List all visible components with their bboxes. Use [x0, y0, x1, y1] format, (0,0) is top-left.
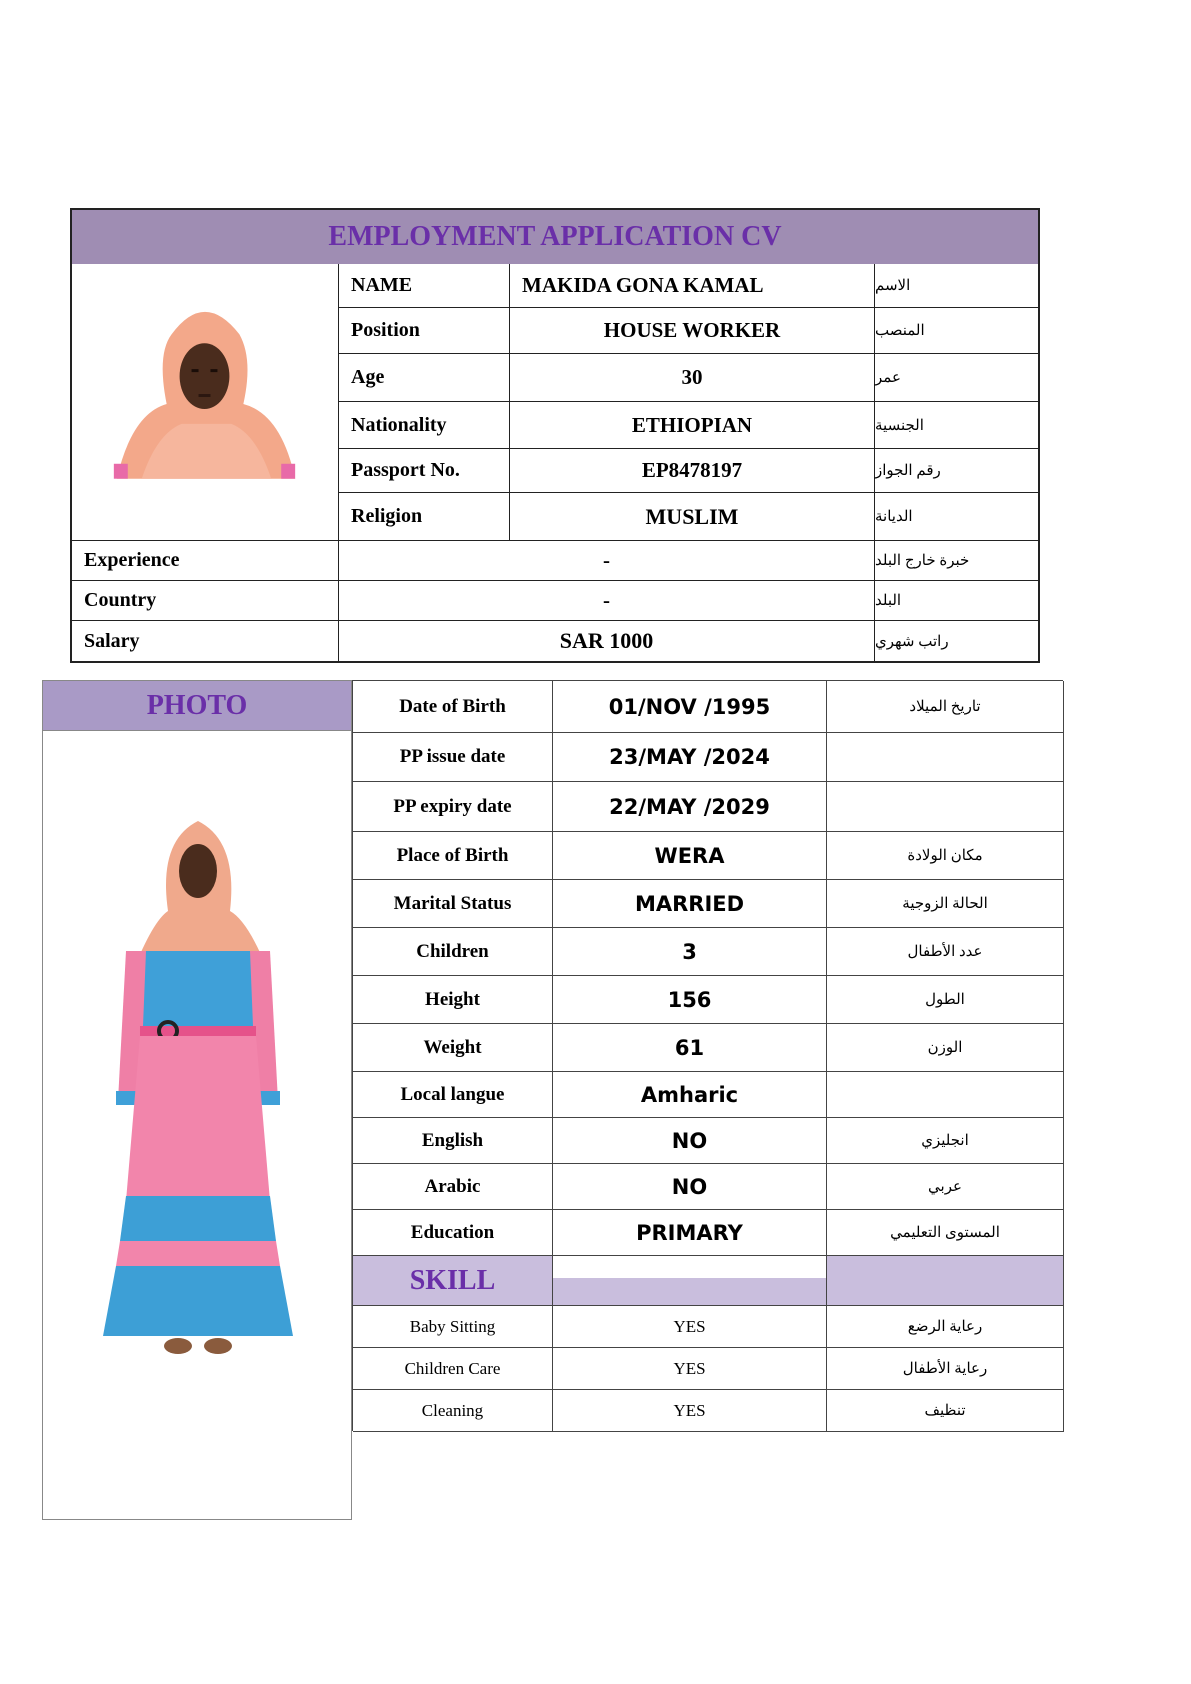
arabic-weight: الوزن	[827, 1024, 1064, 1072]
label-education: Education	[353, 1210, 553, 1256]
value-experience: -	[339, 541, 875, 581]
value-dob: 01/NOV /1995	[553, 681, 827, 733]
value-cleaning: YES	[553, 1390, 827, 1432]
photo-header: PHOTO	[43, 681, 351, 731]
value-arabic: NO	[553, 1164, 827, 1210]
arabic-cleaning: تنظيف	[827, 1390, 1064, 1432]
arabic-experience: خبرة خارج البلد	[875, 541, 1038, 581]
label-position: Position	[339, 308, 510, 354]
value-marital-status: MARRIED	[553, 880, 827, 928]
label-english: English	[353, 1118, 553, 1164]
label-pp-issue: PP issue date	[353, 733, 553, 782]
label-salary: Salary	[72, 621, 339, 661]
personal-details-table	[352, 680, 1063, 1431]
label-religion: Religion	[339, 493, 510, 541]
label-age: Age	[339, 354, 510, 402]
full-body-photo-panel	[42, 680, 352, 1520]
arabic-place-of-birth: مكان الولادة	[827, 832, 1064, 880]
value-passport: EP8478197	[510, 449, 875, 493]
label-experience: Experience	[72, 541, 339, 581]
value-pp-expiry: 22/MAY /2029	[553, 782, 827, 832]
value-nationality: ETHIOPIAN	[510, 402, 875, 449]
arabic-english: انجليزي	[827, 1118, 1064, 1164]
skill-header-blank-right	[827, 1256, 1064, 1306]
label-baby-sitting: Baby Sitting	[353, 1306, 553, 1348]
arabic-country: البلد	[875, 581, 1038, 621]
value-children-care: YES	[553, 1348, 827, 1390]
arabic-baby-sitting: رعاية الرضع	[827, 1306, 1064, 1348]
arabic-salary: راتب شهري	[875, 633, 949, 650]
value-country: -	[339, 581, 875, 621]
label-height: Height	[353, 976, 553, 1024]
arabic-dob: تاريخ الميلاد	[827, 681, 1064, 733]
arabic-name: الاسم	[875, 264, 1038, 308]
arabic-position: المنصب	[875, 308, 1038, 354]
value-english: NO	[553, 1118, 827, 1164]
value-baby-sitting: YES	[553, 1306, 827, 1348]
value-religion: MUSLIM	[510, 493, 875, 541]
label-arabic: Arabic	[353, 1164, 553, 1210]
label-dob: Date of Birth	[353, 681, 553, 733]
full-body-photo	[98, 801, 298, 1371]
value-place-of-birth: WERA	[553, 832, 827, 880]
label-pp-expiry: PP expiry date	[353, 782, 553, 832]
arabic-pp-expiry	[827, 782, 1064, 832]
value-position: HOUSE WORKER	[510, 308, 875, 354]
label-passport: Passport No.	[339, 449, 510, 493]
arabic-local-language	[827, 1072, 1064, 1118]
value-pp-issue: 23/MAY /2024	[553, 733, 827, 782]
value-children: 3	[553, 928, 827, 976]
label-country: Country	[72, 581, 339, 621]
arabic-marital-status: الحالة الزوجية	[827, 880, 1064, 928]
label-children: Children	[353, 928, 553, 976]
applicant-summary-table	[70, 208, 1040, 663]
value-height: 156	[553, 976, 827, 1024]
value-education: PRIMARY	[553, 1210, 827, 1256]
label-name: NAME	[339, 264, 510, 308]
value-local-language: Amharic	[553, 1072, 827, 1118]
arabic-passport: رقم الجواز	[875, 449, 1038, 493]
value-salary: SAR 1000	[339, 621, 875, 661]
arabic-age: عمر	[875, 354, 1038, 402]
value-name: MAKIDA GONA KAMAL	[510, 264, 875, 308]
cv-title: EMPLOYMENT APPLICATION CV	[72, 210, 1038, 264]
skill-header-blank	[553, 1256, 827, 1306]
arabic-children-care: رعاية الأطفال	[827, 1348, 1064, 1390]
arabic-religion: الديانة	[875, 493, 1038, 541]
label-marital-status: Marital Status	[353, 880, 553, 928]
label-weight: Weight	[353, 1024, 553, 1072]
value-weight: 61	[553, 1024, 827, 1072]
arabic-height: الطول	[827, 976, 1064, 1024]
arabic-arabic: عربي	[827, 1164, 1064, 1210]
portrait-photo-cell	[72, 264, 339, 541]
label-children-care: Children Care	[353, 1348, 553, 1390]
arabic-pp-issue	[827, 733, 1064, 782]
arabic-education: المستوى التعليمي	[827, 1210, 1064, 1256]
skill-header: SKILL	[353, 1256, 553, 1306]
label-local-language: Local langue	[353, 1072, 553, 1118]
label-cleaning: Cleaning	[353, 1390, 553, 1432]
label-place-of-birth: Place of Birth	[353, 832, 553, 880]
value-age: 30	[510, 354, 875, 402]
arabic-children: عدد الأطفال	[827, 928, 1064, 976]
label-nationality: Nationality	[339, 402, 510, 449]
arabic-nationality: الجنسية	[875, 402, 1038, 449]
portrait-photo	[72, 264, 338, 541]
